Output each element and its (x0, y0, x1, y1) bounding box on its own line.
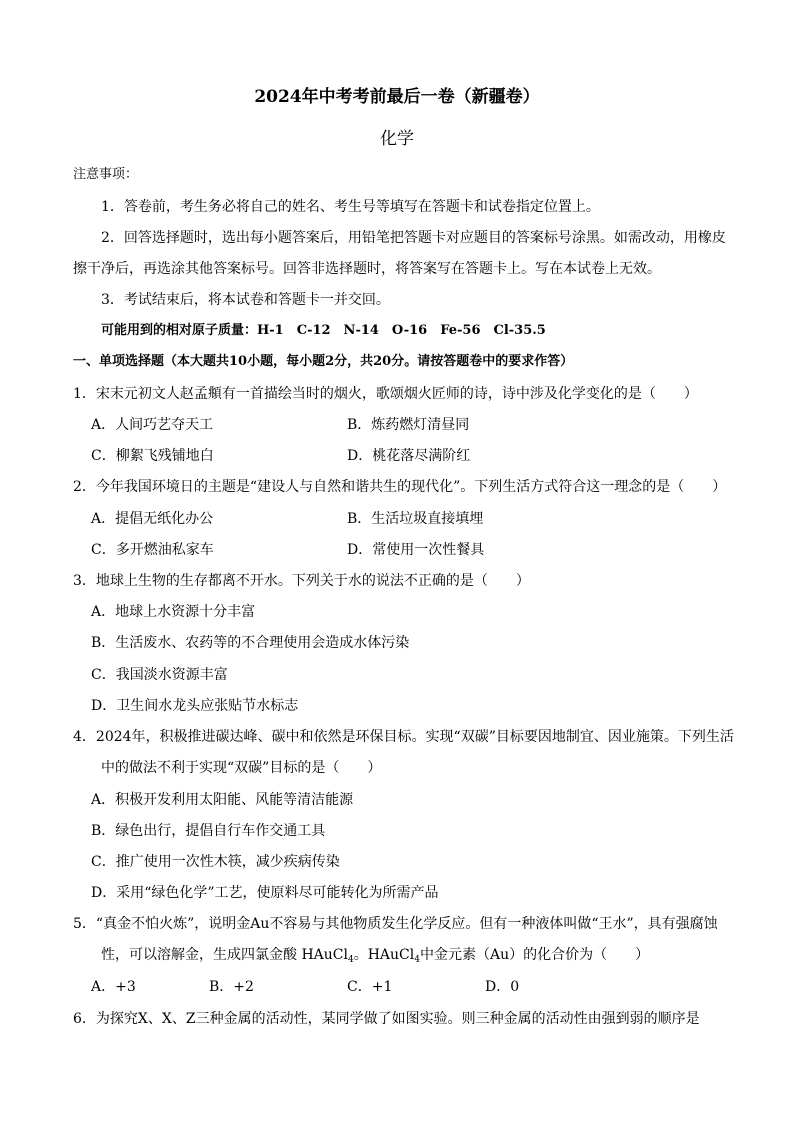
option-b: B．生活垃圾直接填埋 (347, 511, 484, 527)
notice-item: 2．回答选择题时，选出每小题答案后，用铅笔把答题卡对应题目的答案标号涂黑。如需改动，用橡皮 (101, 230, 726, 246)
subscript: 4 (347, 955, 354, 965)
notice-item: 3．考试结束后，将本试卷和答题卡一并交回。 (101, 292, 390, 308)
question-stem: 1．宋末元初文人赵孟頫有一首描绘当时的烟火，歌颂烟火匠师的诗，诗中涉及化学变化的是（ ） (73, 386, 698, 402)
option-a: A．地球上水资源十分丰富 (91, 604, 256, 620)
option-a: A．积极开发利用太阳能、风能等清洁能源 (91, 792, 354, 808)
stem-text: 性，可以溶解金，生成四氯金酸 HAuCl (101, 947, 348, 963)
option-b: B．炼药燃灯清昼同 (347, 417, 470, 433)
option-a: A．人间巧艺夺天工 (91, 417, 214, 433)
section-heading: 一、单项选择题（本大题共10小题，每小题2分，共20分。请按答题卷中的要求作答） (73, 354, 574, 369)
question-stem-continued (101, 945, 649, 967)
option-c: C．我国淡水资源丰富 (91, 667, 228, 683)
option-d: D．0 (485, 979, 520, 995)
question-stem: 3．地球上生物的生存都离不开水。下列关于水的说法不正确的是（ ） (73, 573, 530, 589)
option-c: C．+1 (347, 979, 393, 995)
option-c: C．多开燃油私家车 (91, 542, 214, 558)
option-b: B．绿色出行，提倡自行车作交通工具 (91, 823, 326, 839)
stem-text: 中金元素（Au）的化合价为（ ） (419, 947, 650, 963)
option-d: D．桃花落尽满阶红 (347, 448, 471, 464)
notice-item: 1．答卷前，考生务必将自己的姓名、考生号等填写在答题卡和试卷指定位置上。 (101, 199, 600, 215)
notice-heading: 注意事项： (73, 167, 139, 182)
option-d: D．常使用一次性餐具 (347, 542, 485, 558)
question-stem-continued: 中的做法不利于实现“双碳”目标的是（ ） (101, 760, 382, 776)
option-a: A．+3 (91, 979, 136, 995)
option-c: C．柳絮飞残铺地白 (91, 448, 214, 464)
subscript: 4 (414, 955, 420, 965)
question-stem: 5．“真金不怕火炼”，说明金Au不容易与其他物质发生化学反应。但有一种液体叫做“王水”，具有强腐蚀 (73, 916, 718, 932)
atomic-masses: 可能用到的相对原子质量：H-1 C-12 N-14 O-16 Fe-56 Cl-35.5 (101, 323, 546, 338)
subject-title: 化学 (380, 129, 414, 149)
option-a: A．提倡无纸化办公 (91, 511, 214, 527)
option-b: B．生活废水、农药等的不合理使用会造成水体污染 (91, 635, 410, 651)
option-d: D．采用“绿色化学”工艺，使原料尽可能转化为所需产品 (91, 885, 439, 901)
question-stem: 6．为探究X、X、Z三种金属的活动性，某同学做了如图实验。则三种金属的活动性由强到弱的顺序是 (73, 1011, 700, 1027)
notice-item-continued: 擦干净后，再选涂其他答案标号。回答非选择题时，将答案写在答题卡上。写在本试卷上无效。 (73, 261, 661, 277)
question-stem: 2．今年我国环境日的主题是“建设人与自然和谐共生的现代化”。下列生活方式符合这一理念的是（ ） (73, 479, 727, 495)
option-c: C．推广使用一次性木筷，减少疾病传染 (91, 854, 340, 870)
option-d: D．卫生间水龙头应张贴节水标志 (91, 698, 299, 714)
option-b: B．+2 (209, 979, 254, 995)
stem-text: 。HAuCl (353, 947, 415, 963)
exam-title: 2024年中考考前最后一卷（新疆卷） (254, 87, 540, 107)
question-stem: 4．2024年，积极推进碳达峰、碳中和依然是环保目标。实现“双碳”目标要因地制宜、因业施策。下列生活 (73, 729, 734, 745)
